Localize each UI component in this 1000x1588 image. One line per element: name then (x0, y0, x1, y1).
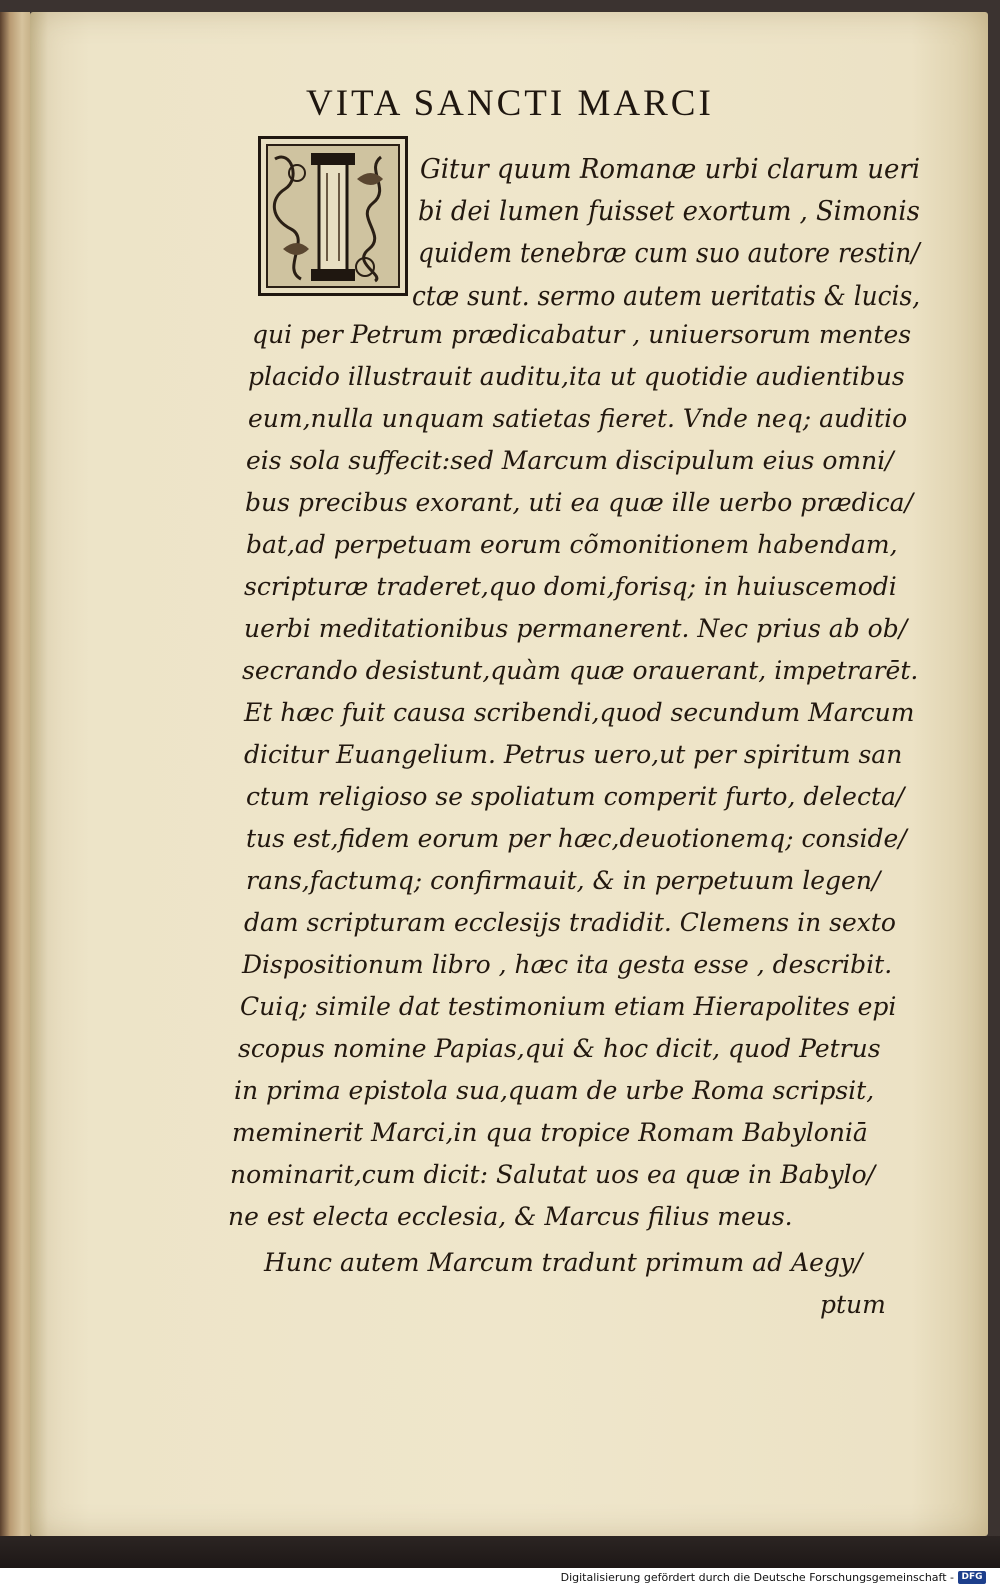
text-line: Cuiq; simile dat testimonium etiam Hierapolites epi (240, 992, 897, 1021)
text-line: scripturæ traderet,quo domi,forisq; in huiuscemodi (244, 572, 897, 601)
text-line: placido illustrauit auditu,ita ut quotidie audientibus (248, 362, 905, 391)
digitization-credit: Digitalisierung gefördert durch die Deutsche Forschungsgemeinschaft - (560, 1571, 954, 1584)
text-line: rans,factumq; confirmauit, & in perpetuum legen/ (246, 866, 881, 895)
text-line: nominarit,cum dicit: Salutat uos ea quæ in Babylo/ (230, 1160, 876, 1189)
text-line: bus precibus exorant, uti ea quæ ille uerbo prædica/ (245, 488, 913, 517)
text-line: ne est electa ecclesia, & Marcus filius meus. (228, 1202, 793, 1231)
text-line: uerbi meditationibus permanerent. Nec prius ab ob/ (244, 614, 908, 643)
decorated-initial-i (258, 136, 408, 296)
text-line: bat,ad perpetuam eorum cõmonitionem habendam, (246, 530, 898, 559)
text-line: eum,nulla unquam satietas fieret. Vnde neq; auditio (248, 404, 908, 433)
text-line: Et hæc fuit causa scribendi,quod secundum Marcum (244, 698, 915, 727)
text-line: secrando desistunt,quàm quæ orauerant, impetrarēt. (242, 656, 919, 685)
text-line: dam scripturam ecclesijs tradidit. Clemens in sexto (244, 908, 896, 937)
text-line: Gitur quum Romanæ urbi clarum ueri (420, 154, 921, 185)
text-line: meminerit Marci,in qua tropice Romam Babyloniā (232, 1118, 868, 1147)
running-head: VITA SANCTI MARCI (306, 83, 714, 124)
ornament-icon (261, 139, 405, 293)
text-line: eis sola suffecit:sed Marcum discipulum eius omni/ (246, 446, 894, 475)
text-line: ctæ sunt. sermo autem ueritatis & lucis, (412, 281, 921, 312)
text-line: scopus nomine Papias,qui & hoc dicit, quod Petrus (238, 1034, 881, 1063)
dfg-logo: DFG (958, 1571, 986, 1584)
book-spine-edge (0, 12, 30, 1536)
text-line: ctum religioso se spoliatum comperit furto, delecta/ (246, 782, 905, 811)
text-line: tus est,fidem eorum per hæc,deuotionemq; conside/ (246, 824, 907, 853)
text-line: bi dei lumen fuisset exortum , Simonis (418, 196, 920, 227)
scan-bottom-edge (0, 1536, 1000, 1568)
text-line: in prima epistola sua,quam de urbe Roma scripsit, (234, 1076, 875, 1105)
text-line: Hunc autem Marcum tradunt primum ad Aegy/ (264, 1248, 863, 1277)
catchword: ptum (820, 1290, 886, 1319)
text-line: quidem tenebræ cum suo autore restin/ (418, 238, 920, 269)
text-line: dicitur Euangelium. Petrus uero,ut per spiritum san (244, 740, 903, 769)
text-line: qui per Petrum prædicabatur , uniuersorum mentes (252, 320, 912, 349)
text-line: Dispositionum libro , hæc ita gesta esse , describit. (242, 950, 893, 979)
